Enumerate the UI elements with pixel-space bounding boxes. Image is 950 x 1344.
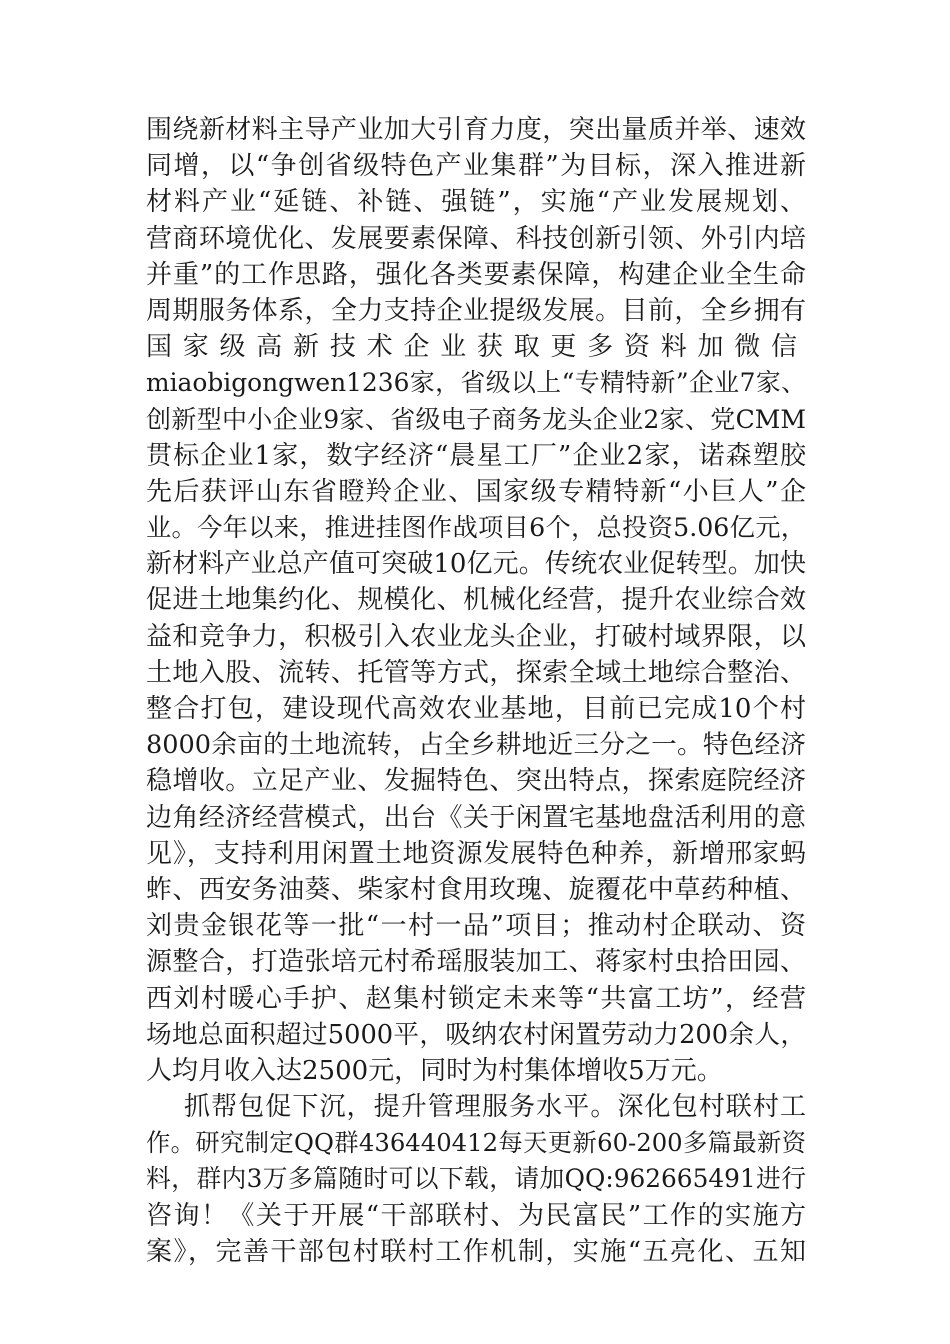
text-line: 8000余亩的土地流转，占全乡耕地近三分之一。特色经济: [146, 730, 806, 761]
text-line: 国家级高新技术企业获取更多资料加微信: [146, 332, 806, 363]
text-line: 场地总面积超过5000平，吸纳农村闲置劳动力200余人，: [146, 1019, 806, 1050]
text-line: 同增，以“争创省级特色产业集群”为目标，深入推进新: [146, 151, 806, 182]
text-line: 新材料产业总产值可突破10亿元。传统农业促转型。加快: [146, 549, 806, 580]
text-line: 整合打包，建设现代高效农业基地，目前已完成10个村: [146, 694, 806, 724]
text-line: 刘贵金银花等一批“一村一品”项目；推动村企联动、资: [146, 911, 806, 942]
text-line: 贯标企业1家，数字经济“晨星工厂”企业2家，诺森塑胶: [146, 440, 806, 471]
text-line: 见》，支持利用闲置土地资源发展特色种养，新增邢家蚂: [146, 838, 806, 869]
text-line: 咨询！《关于开展“干部联村、为民富民”工作的实施方: [146, 1200, 806, 1231]
body-text: [146, 112, 806, 1270]
text-line: 益和竞争力，积极引入农业龙头企业，打破村域界限，以: [146, 621, 806, 652]
text-line: 蚱、西安务油葵、柴家村食用玫瑰、旋覆花中草药种植、: [146, 874, 806, 905]
text-line: 源整合，打造张培元村希瑶服装加工、蒋家村虫拾田园、: [146, 947, 806, 978]
text-line: 促进土地集约化、规模化、机械化经营，提升农业综合效: [146, 585, 806, 616]
text-line: 营商环境优化、发展要素保障、科技创新引领、外引内培: [146, 223, 806, 254]
text-line: 材料产业“延链、补链、强链”，实施“产业发展规划、: [146, 187, 806, 218]
text-line: 案》，完善干部包村联村工作机制，实施“五亮化、五知: [146, 1236, 806, 1267]
paragraph-start-line: 抓帮包促下沉，提升管理服务水平。深化包村联村工: [184, 1092, 806, 1123]
text-line: miaobigongwen1236家，省级以上“专精特新”企业7家、: [146, 368, 806, 398]
text-line: 并重”的工作思路，强化各类要素保障，构建企业全生命: [146, 259, 806, 290]
text-line: 作。研究制定QQ群436440412每天更新60-200多篇最新资: [146, 1128, 806, 1158]
text-line: 料，群内3万多篇随时可以下载，请加QQ:962665491进行: [146, 1164, 806, 1194]
text-line: 边角经济经营模式，出台《关于闲置宅基地盘活利用的意: [146, 802, 806, 833]
text-line: 业。今年以来，推进挂图作战项目6个，总投资5.06亿元，: [146, 513, 806, 543]
text-line: 先后获评山东省瞪羚企业、国家级专精特新“小巨人”企: [146, 476, 806, 507]
text-line: 土地入股、流转、托管等方式，探索全域土地综合整治、: [146, 657, 806, 688]
text-line: 稳增收。立足产业、发掘特色、突出特点，探索庭院经济: [146, 766, 806, 797]
text-line: 周期服务体系，全力支持企业提级发展。目前，全乡拥有: [146, 295, 806, 326]
text-line: 西刘村暖心手护、赵集村锁定未来等“共富工坊”，经营: [146, 983, 806, 1014]
text-line: 围绕新材料主导产业加大引育力度，突出量质并举、速效: [146, 115, 806, 145]
paragraph-end-line: 人均月收入达2500元，同时为村集体增收5万元。: [146, 1055, 723, 1086]
text-line: 创新型中小企业9家、省级电子商务龙头企业2家、党CMM: [146, 404, 806, 434]
